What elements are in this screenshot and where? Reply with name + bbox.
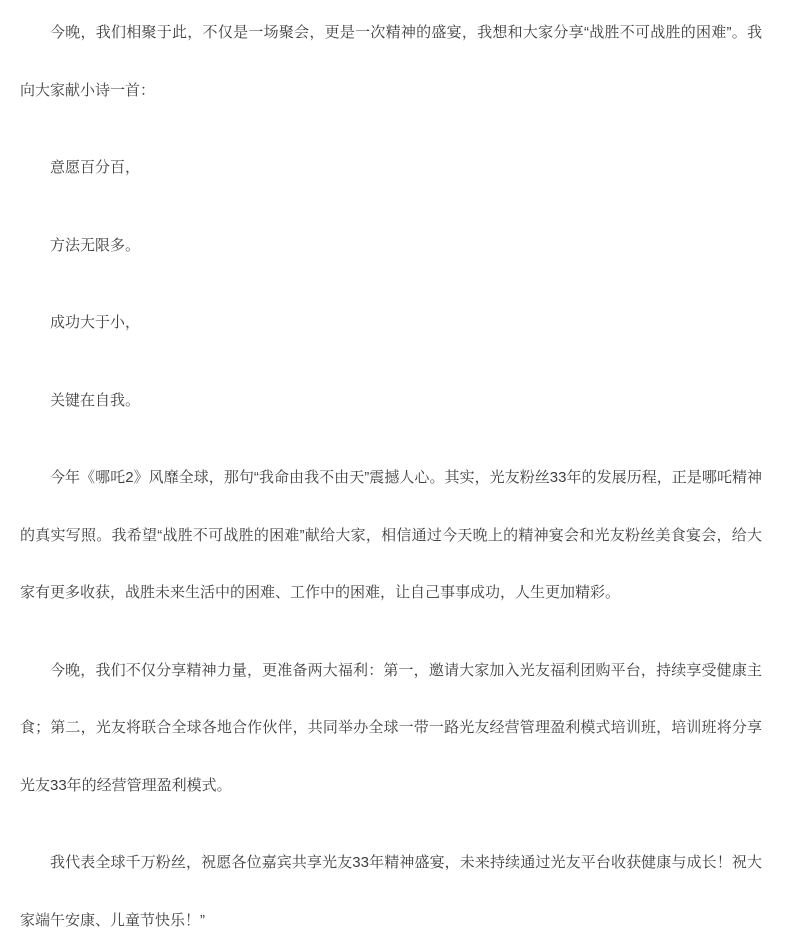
poem-line-4: 关键在自我。	[50, 391, 141, 409]
poem-line-2: 方法无限多。	[50, 236, 141, 254]
paragraph-intro: 今晚，我们相聚于此，不仅是一场聚会，更是一次精神的盛宴，我想和大家分享“战胜不可战胜的困难”。我向大家献小诗一首：	[20, 24, 762, 99]
poem-line-1: 意愿百分百，	[50, 159, 141, 176]
paragraph-closing-wishes: 我代表全球千万粉丝，祝愿各位嘉宾共享光友33年精神盛宴，未来持续通过光友平台收获健康与成长！祝大家端午安康、儿童节快乐！”	[20, 854, 762, 929]
paragraph-two-benefits: 今晚，我们不仅分享精神力量，更准备两大福利：第一，邀请大家加入光友福利团购平台，持续享受健康主食；第二，光友将联合全球各地合作伙伴，共同举办全球一带一路光友经营管理盈利模式培训班，培训班将分享光友33年的经营管理盈利模式。	[20, 661, 762, 794]
paragraph-nezha-spirit: 今年《哪吒2》风靡全球，那句“我命由我不由天”震撼人心。其实，光友粉丝33年的发展历程，正是哪吒精神的真实写照。我希望“战胜不可战胜的困难”献给大家，相信通过今天晚上的精神宴会和光友粉丝美食宴会，给大家有更多收获，战胜未来生活中的困难、工作中的困难，让自己事事成功，人生更加精彩。	[20, 469, 762, 601]
poem-line-3: 成功大于小，	[50, 314, 141, 331]
